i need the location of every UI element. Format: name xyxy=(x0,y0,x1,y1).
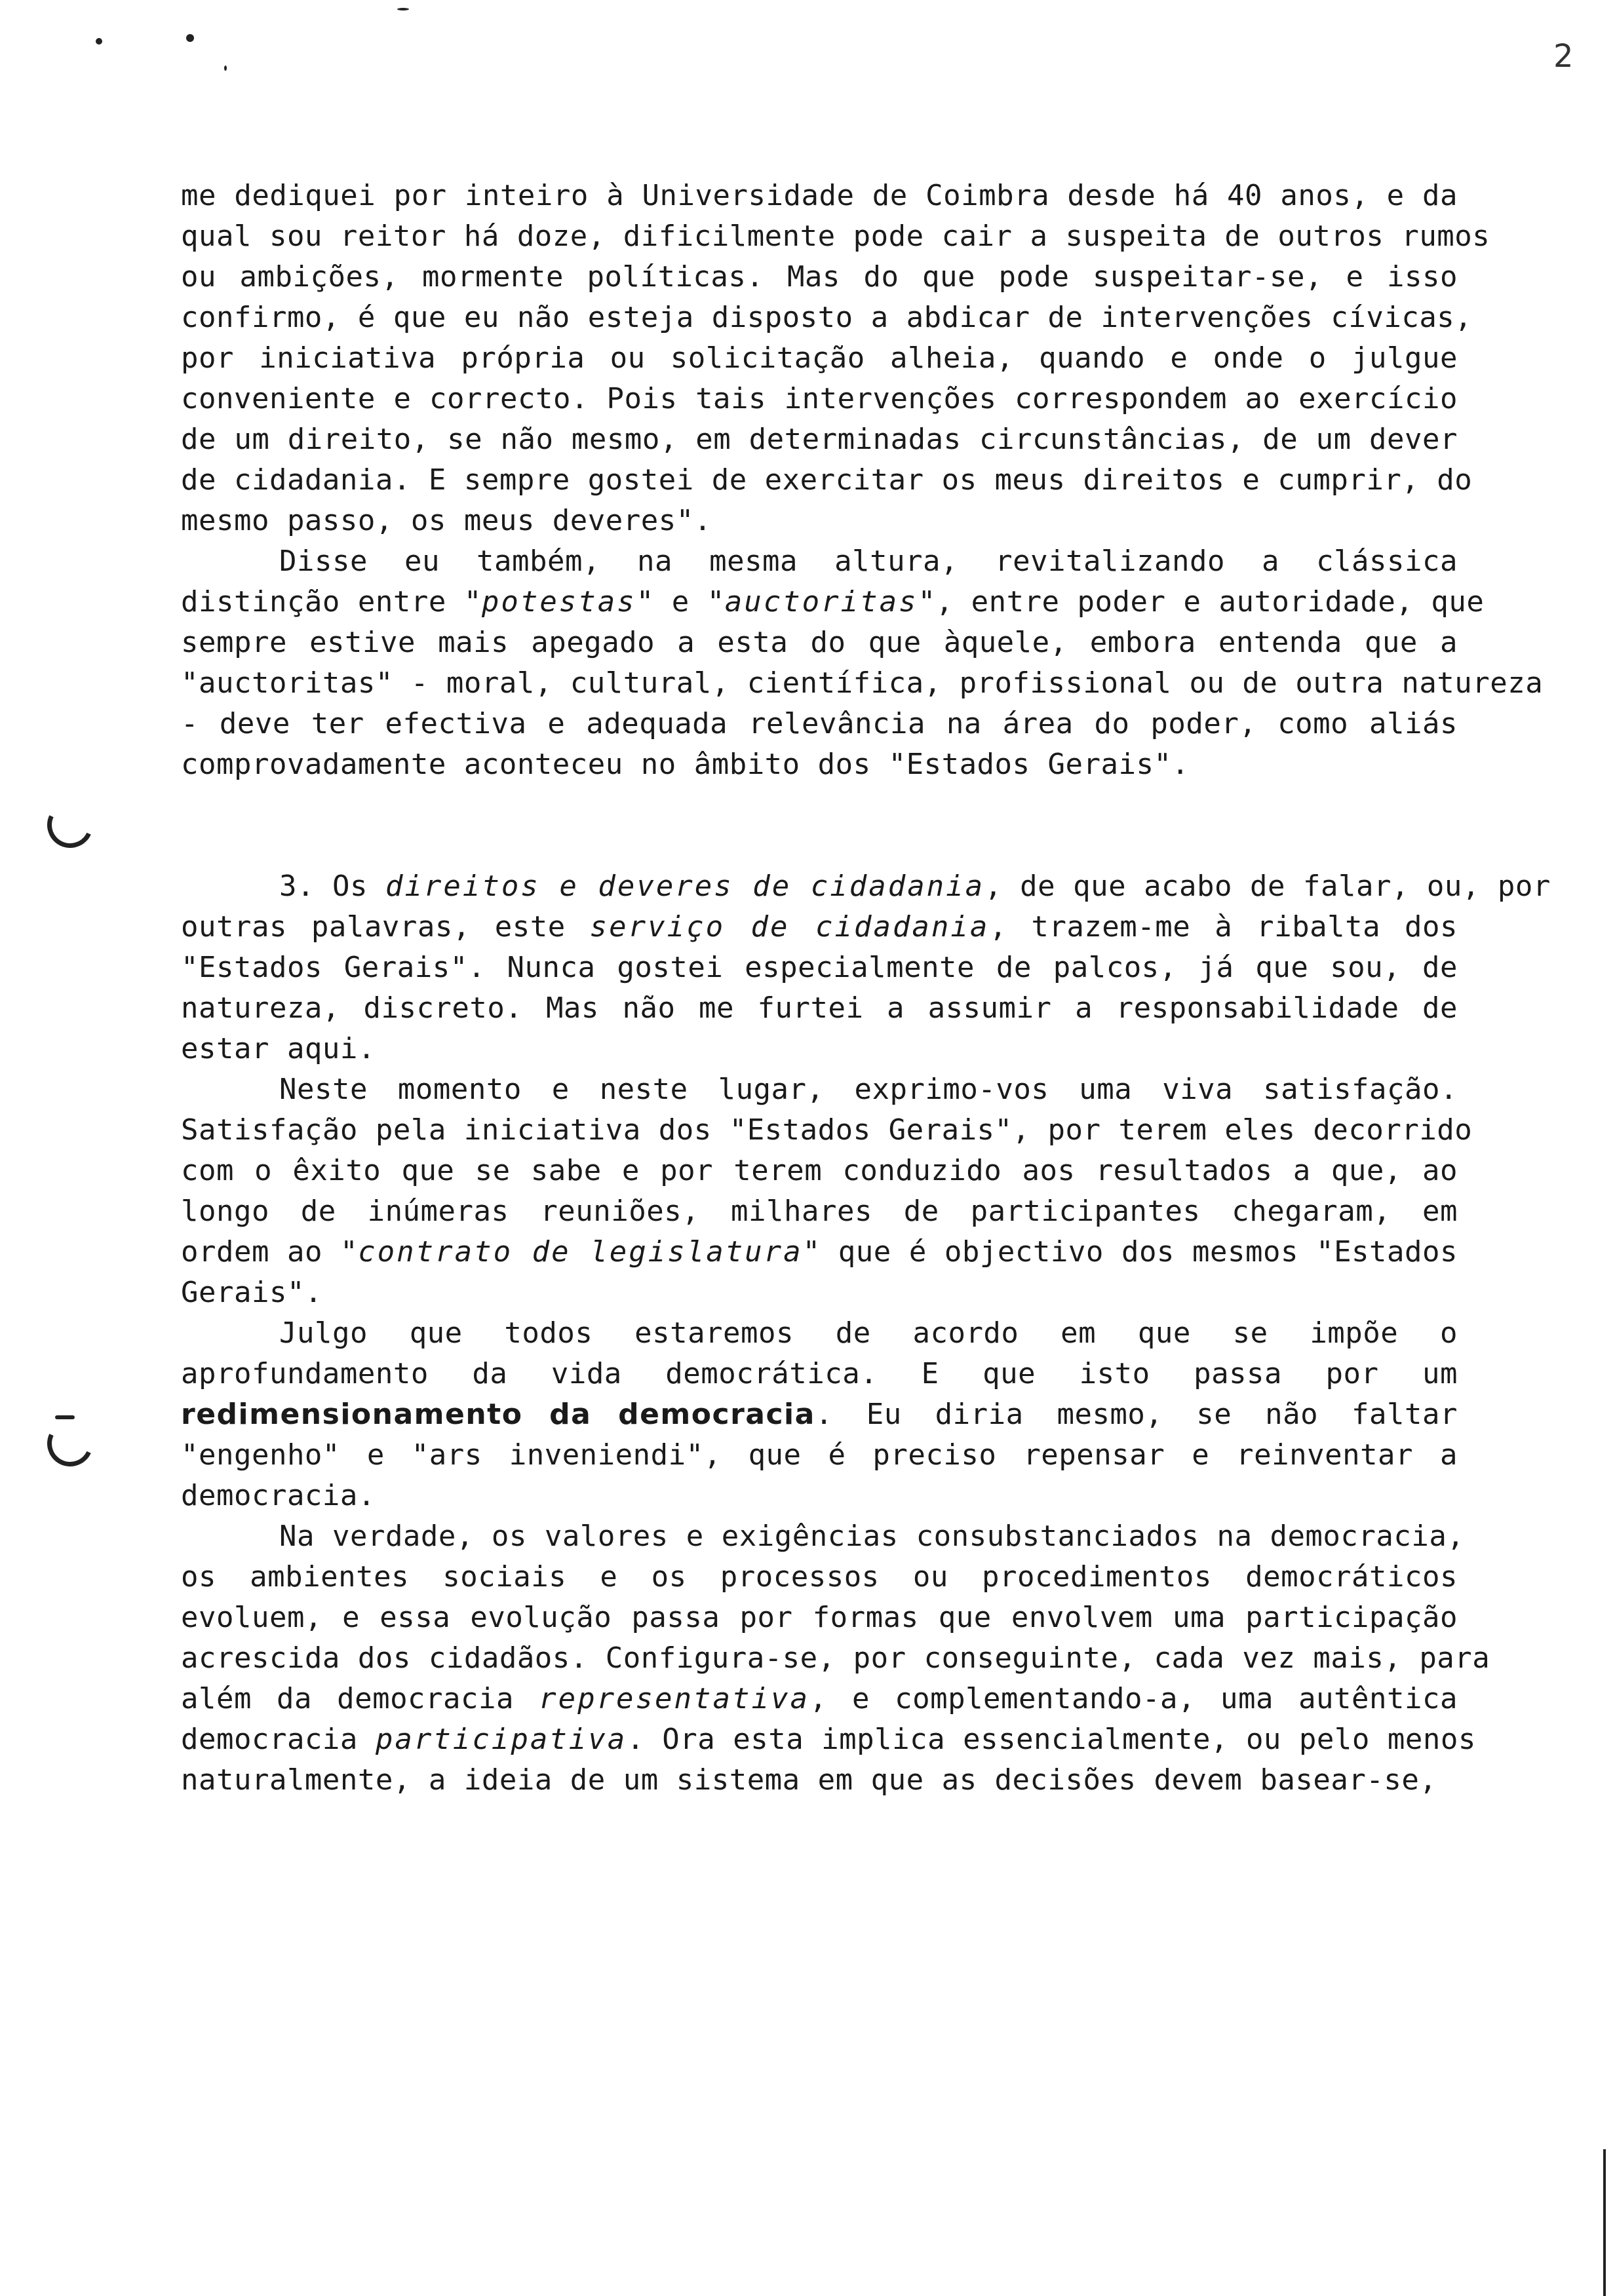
text-line: Gerais". xyxy=(181,1276,322,1309)
text-line: natureza, discreto. Mas não me furtei a assumir a responsabilidade de xyxy=(181,991,1458,1025)
text-line: os ambientes sociais e os processos ou procedimentos democráticos xyxy=(181,1560,1458,1594)
text-line xyxy=(181,1679,1458,1719)
text-line: qual sou reitor há doze, dificilmente pode cair a suspeita de outros rumos xyxy=(181,220,1490,253)
text-line: "auctoritas" - moral, cultural, científica, profissional ou de outra natureza xyxy=(181,666,1544,700)
text-line: confirmo, é que eu não esteja disposto a abdicar de intervenções cívicas, xyxy=(181,301,1473,334)
text-line: evoluem, e essa evolução passa por formas que envolvem uma participação xyxy=(181,1601,1458,1634)
text-run: , de que acabo de falar, ou, por xyxy=(984,870,1551,903)
text-run: " e " xyxy=(636,585,725,619)
text-line: me dediquei por inteiro à Universidade de Coimbra desde há 40 anos, e da xyxy=(181,179,1458,212)
text-line: Disse eu também, na mesma altura, revitalizando a clássica xyxy=(279,545,1458,578)
emphasis-auctoritas: auctoritas xyxy=(724,585,918,619)
text-line: Na verdade, os valores e exigências consubstanciados na democracia, xyxy=(279,1520,1465,1553)
text-line: por iniciativa própria ou solicitação alheia, quando e onde o julgue xyxy=(181,341,1458,375)
text-run: , trazem-me à ribalta dos xyxy=(989,910,1458,944)
emphasis-representativa: representativa xyxy=(539,1682,809,1715)
text-run: 3. Os xyxy=(279,870,385,903)
text-line: aprofundamento da vida democrática. E que isto passa por um xyxy=(181,1357,1458,1390)
text-run: " que é objectivo dos mesmos "Estados xyxy=(802,1235,1458,1269)
emphasis-direitos-deveres: direitos e deveres de cidadania xyxy=(385,870,985,903)
text-run: além da democracia xyxy=(181,1682,539,1715)
text-run: , e complementando-a, uma autêntica xyxy=(809,1682,1458,1715)
text-line: "engenho" e "ars inveniendi", que é preciso repensar e reinventar a xyxy=(181,1438,1458,1472)
text-run: outras palavras, este xyxy=(181,910,590,944)
text-line: sempre estive mais apegado a esta do que àquele, embora entenda que a xyxy=(181,626,1458,659)
text-line: acrescida dos cidadãos. Configura-se, por conseguinte, cada vez mais, para xyxy=(181,1641,1490,1675)
text-line: mesmo passo, os meus deveres". xyxy=(181,504,712,537)
emphasis-servico-cidadania: serviço de cidadania xyxy=(589,910,990,944)
text-line: Neste momento e neste lugar, exprimo-vos uma viva satisfação. xyxy=(279,1073,1458,1106)
text-line: de um direito, se não mesmo, em determinadas circunstâncias, de um dever xyxy=(181,423,1458,456)
text-line xyxy=(181,907,1458,947)
text-line: ou ambições, mormente políticas. Mas do que pode suspeitar-se, e isso xyxy=(181,260,1458,294)
scan-speck xyxy=(186,34,194,42)
emphasis-participativa: participativa xyxy=(375,1723,627,1756)
text-line: naturalmente, a ideia de um sistema em que as decisões devem basear-se, xyxy=(181,1763,1437,1797)
text-line xyxy=(181,1394,1458,1435)
text-line: democracia. xyxy=(181,1479,376,1512)
text-run: democracia xyxy=(181,1723,376,1756)
emphasis-potestas: potestas xyxy=(481,585,636,619)
punch-hole-mark xyxy=(41,795,100,854)
emphasis-contrato-legislatura: contrato de legislatura xyxy=(358,1235,803,1269)
text-line: conveniente e correcto. Pois tais intervenções correspondem ao exercício xyxy=(181,382,1458,415)
paragraph-continuation xyxy=(181,176,1544,785)
text-line: estar aqui. xyxy=(181,1032,376,1065)
page-number: 2 xyxy=(1553,38,1574,75)
scan-speck xyxy=(96,38,102,45)
text-line: - deve ter efectiva e adequada relevância na área do poder, como aliás xyxy=(181,707,1458,740)
text-line: Julgo que todos estaremos de acordo em que se impõe o xyxy=(279,1316,1458,1350)
text-run: ", entre poder e autoridade, que xyxy=(918,585,1485,619)
text-line: "Estados Gerais". Nunca gostei especialmente de palcos, já que sou, de xyxy=(181,951,1458,984)
text-line: de cidadania. E sempre gostei de exercitar os meus direitos e cumprir, do xyxy=(181,463,1473,497)
text-line: comprovadamente aconteceu no âmbito dos "Estados Gerais". xyxy=(181,748,1190,781)
scan-speck xyxy=(397,8,409,10)
text-run: . Ora esta implica essencialmente, ou pelo menos xyxy=(627,1723,1476,1756)
text-run: . Eu diria mesmo, se não faltar xyxy=(815,1398,1458,1431)
scan-speck xyxy=(55,1415,75,1419)
bold-redimensionamento: redimensionamento da democracia xyxy=(181,1398,815,1431)
punch-hole-mark xyxy=(41,1414,100,1473)
text-line: Satisfação pela iniciativa dos "Estados Gerais", por terem eles decorrido xyxy=(181,1113,1473,1147)
text-run: distinção entre " xyxy=(181,585,482,619)
scan-edge-line xyxy=(1603,2149,1606,2296)
scan-speck xyxy=(224,66,227,71)
text-line: longo de inúmeras reuniões, milhares de participantes chegaram, em xyxy=(181,1195,1458,1228)
section-3 xyxy=(181,866,1551,1801)
text-run: ordem ao " xyxy=(181,1235,359,1269)
text-line xyxy=(181,1719,1476,1760)
text-line xyxy=(181,582,1485,622)
text-line: com o êxito que se sabe e por terem conduzido aos resultados a que, ao xyxy=(181,1154,1458,1187)
text-line xyxy=(181,1232,1458,1272)
text-line xyxy=(181,866,1551,907)
